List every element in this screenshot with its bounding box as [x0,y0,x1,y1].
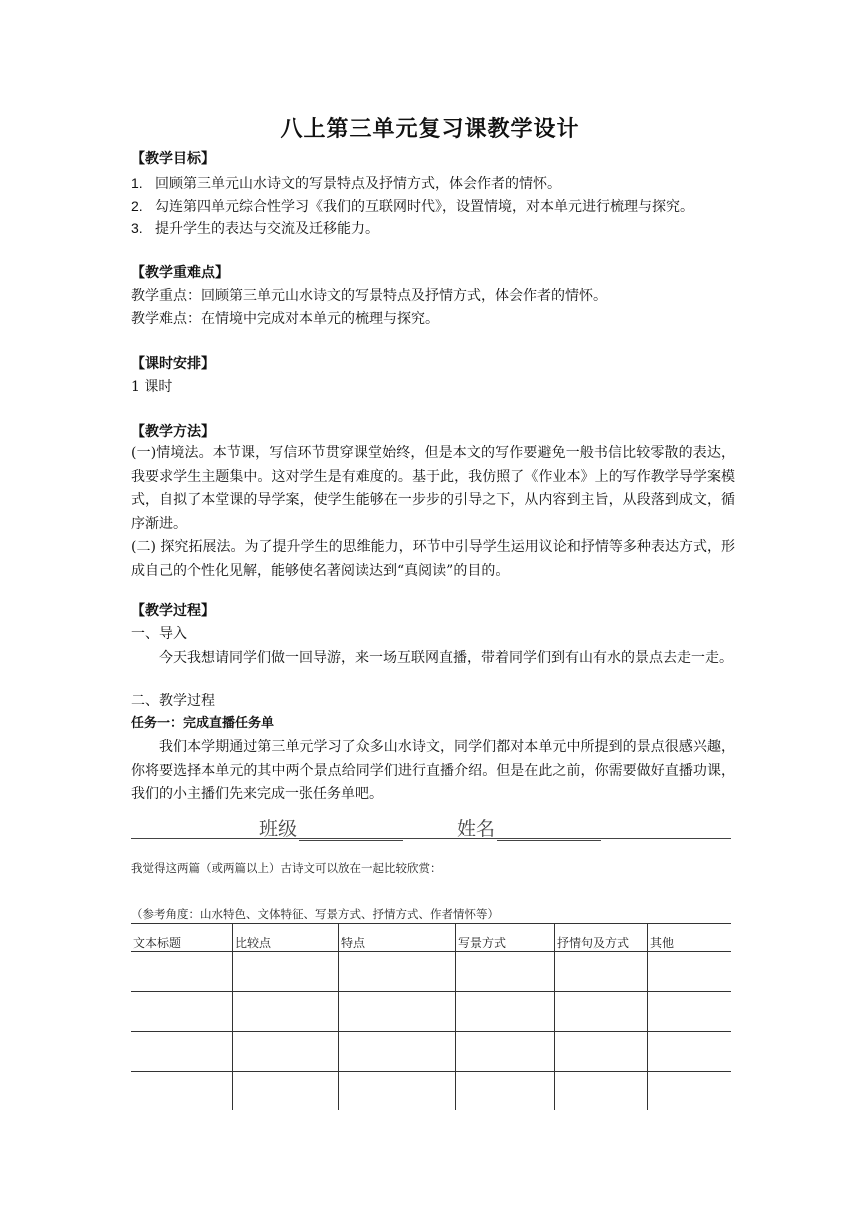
table-row [131,992,731,1032]
objective-number: 1. [131,175,143,191]
objective-text: 回顾第三单元山水诗文的写景特点及抒情方式，体会作者的情怀。 [155,176,561,192]
column-header: 其他 [648,924,732,952]
schedule-value: 1 课时 [131,379,173,395]
table-cell[interactable] [131,992,233,1032]
name-field [457,814,601,841]
objective-text: 勾连第四单元综合性学习《我们的互联网时代》，设置情境，对本单元进行梳理与探究。 [155,199,694,215]
table-cell[interactable] [555,1032,648,1072]
table-header-row [131,924,731,952]
worksheet-prompt: 我觉得这两篇（或两篇以上）古诗文可以放在一起比较欣赏： [131,861,442,875]
key-point-difficulty: 教学难点：在情境中完成对本单元的梳理与探究。 [131,311,439,327]
document-title: 八上第三单元复习课教学设计 [280,117,580,142]
name-label: 姓名 [457,818,496,840]
class-blank[interactable] [299,822,403,841]
worksheet-name-bar [131,814,731,839]
worksheet-reference: （参考角度：山水特色、文体特征、写景方式、抒情方式、作者情怀等） [131,907,499,921]
table-cell[interactable] [131,1032,233,1072]
task-paragraph: 我们本学期通过第三单元学习了众多山水诗文，同学们都对本单元中所提到的景点很感兴趣，你将要选择本单元的其中两个景点给同学们进行直播介绍。但是在此之前，你需要做好直播功课，我们的小主播们先来完成一张任务单吧。 [131,739,735,802]
objective-item [131,217,379,240]
key-point-focus: 教学重点：回顾第三单元山水诗文的写景特点及抒情方式，体会作者的情怀。 [131,288,607,304]
table-cell[interactable] [233,1032,339,1072]
intro-paragraph: 今天我想请同学们做一回导游，来一场互联网直播，带着同学们到有山有水的景点去走一走。 [159,650,733,666]
schedule-heading: 【课时安排】 [131,356,215,372]
table-cell[interactable] [555,992,648,1032]
objective-item [131,195,694,218]
table-cell[interactable] [648,992,732,1032]
table-row [131,1032,731,1072]
table-cell[interactable] [648,1032,732,1072]
objective-number: 3. [131,220,143,236]
table-cell[interactable] [456,1072,555,1110]
column-header: 特点 [339,924,456,952]
table-cell[interactable] [131,952,233,992]
column-header: 抒情句及方式 [555,924,648,952]
method-paragraph-2: (二) 探究拓展法。为了提升学生的思维能力，环节中引导学生运用议论和抒情等多种表达方式，形成自己的个性化见解，能够使名著阅读达到“真阅读”的目的。 [131,539,735,579]
methods-heading: 【教学方法】 [131,424,215,440]
objectives-heading: 【教学目标】 [131,151,215,167]
column-header: 写景方式 [456,924,555,952]
column-header: 文本标题 [131,924,233,952]
objective-number: 2. [131,198,143,214]
table-cell[interactable] [339,992,456,1032]
table-cell[interactable] [555,952,648,992]
table-row [131,1072,731,1110]
table-cell[interactable] [456,952,555,992]
table-cell[interactable] [131,1072,233,1110]
table-cell[interactable] [648,952,732,992]
class-label: 班级 [259,818,298,840]
objective-text: 提升学生的表达与交流及迁移能力。 [155,221,379,237]
table-cell[interactable] [648,1072,732,1110]
table-cell[interactable] [233,992,339,1032]
key-points-heading: 【教学重难点】 [131,265,229,281]
section-heading-intro: 一、导入 [131,626,187,642]
process-heading: 【教学过程】 [131,603,215,619]
section-heading-process: 二、教学过程 [131,693,215,709]
table-row [131,952,731,992]
name-blank[interactable] [497,822,601,841]
table-cell[interactable] [456,992,555,1032]
table-cell[interactable] [339,1032,456,1072]
table-cell[interactable] [233,952,339,992]
task-title: 任务一：完成直播任务单 [131,716,275,731]
table-cell[interactable] [233,1072,339,1110]
comparison-table [131,923,731,1110]
table-cell[interactable] [339,1072,456,1110]
method-paragraph-1: (一)情境法。本节课，写信环节贯穿课堂始终，但是本文的写作要避免一般书信比较零散的表达，我要求学生主题集中。这对学生是有难度的。基于此，我仿照了《作业本》上的写作教学导学案模式，自拟了本堂课的导学案，使学生能够在一步步的引导之下，从内容到主旨，从段落到成文，循序渐进。 [131,445,735,532]
table-cell[interactable] [555,1072,648,1110]
column-header: 比较点 [233,924,339,952]
class-field [259,814,403,841]
table-cell[interactable] [456,1032,555,1072]
table-cell[interactable] [339,952,456,992]
objective-item [131,172,561,195]
